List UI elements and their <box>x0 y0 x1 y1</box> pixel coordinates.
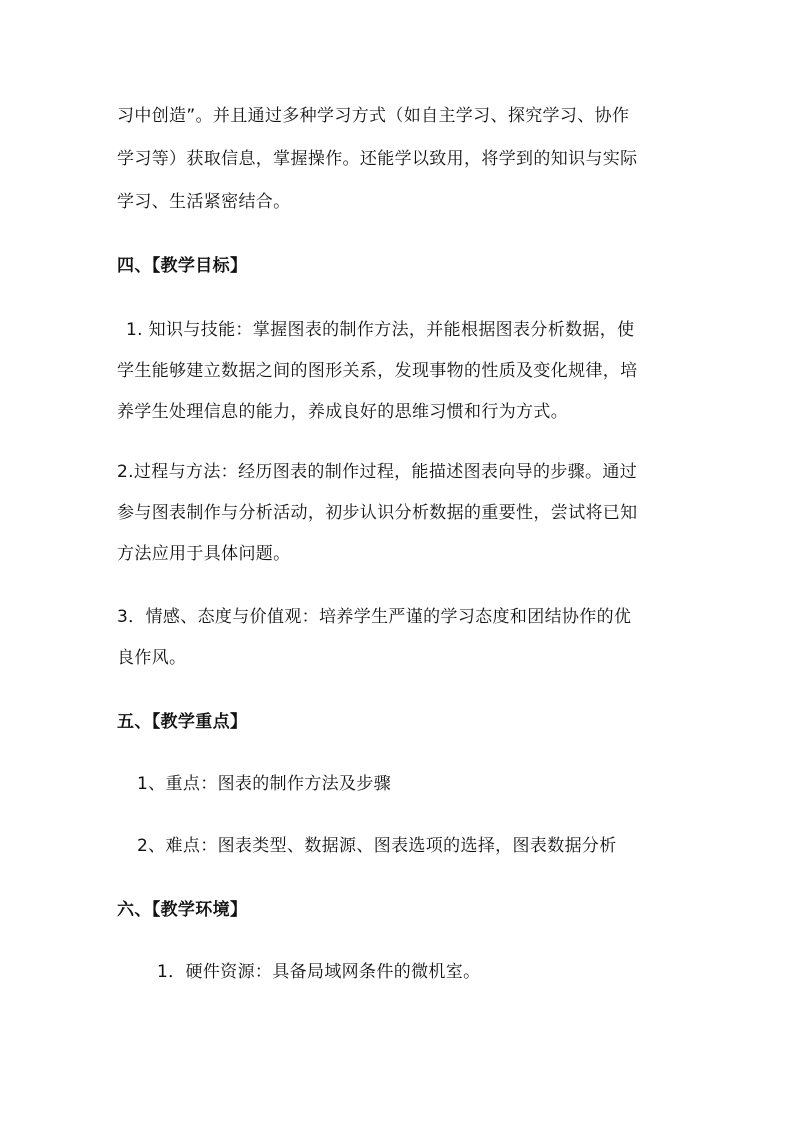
key-point-2: 2、难点：图表类型、数据源、图表选项的选择，图表数据分析 <box>137 836 617 856</box>
objective-2-line-3: 方法应用于具体问题。 <box>117 544 291 564</box>
key-point-1: 1、重点：图表的制作方法及步骤 <box>137 774 392 794</box>
intro-line-3: 学习、生活紧密结合。 <box>117 192 291 212</box>
objective-2-line-1: 2.过程与方法：经历图表的制作过程，能描述图表向导的步骤。通过 <box>117 462 638 482</box>
environment-item-1: 1．硬件资源：具备局域网条件的微机室。 <box>157 962 481 982</box>
objective-1-line-2: 学生能够建立数据之间的图形关系，发现事物的性质及变化规律，培 <box>117 361 638 381</box>
objective-3-line-2: 良作风。 <box>117 648 187 668</box>
section-4-heading: 四、【教学目标】 <box>117 256 248 276</box>
section-5-heading: 五、【教学重点】 <box>117 712 248 732</box>
intro-line-1: 习中创造”。并且通过多种学习方式（如自主学习、探究学习、协作 <box>117 106 630 126</box>
objective-1-line-1: 1. 知识与技能：掌握图表的制作方法，并能根据图表分析数据，使 <box>126 320 635 340</box>
objective-2-line-2: 参与图表制作与分析活动，初步认识分析数据的重要性，尝试将已知 <box>117 503 638 523</box>
objective-1-line-3: 养学生处理信息的能力，养成良好的思维习惯和行为方式。 <box>117 402 569 422</box>
objective-3-line-1: 3．情感、态度与价值观：培养学生严谨的学习态度和团结协作的优 <box>117 607 632 627</box>
intro-line-2: 学习等）获取信息，掌握操作。还能学以致用，将学到的知识与实际 <box>117 149 638 169</box>
section-6-heading: 六、【教学环境】 <box>117 900 248 920</box>
